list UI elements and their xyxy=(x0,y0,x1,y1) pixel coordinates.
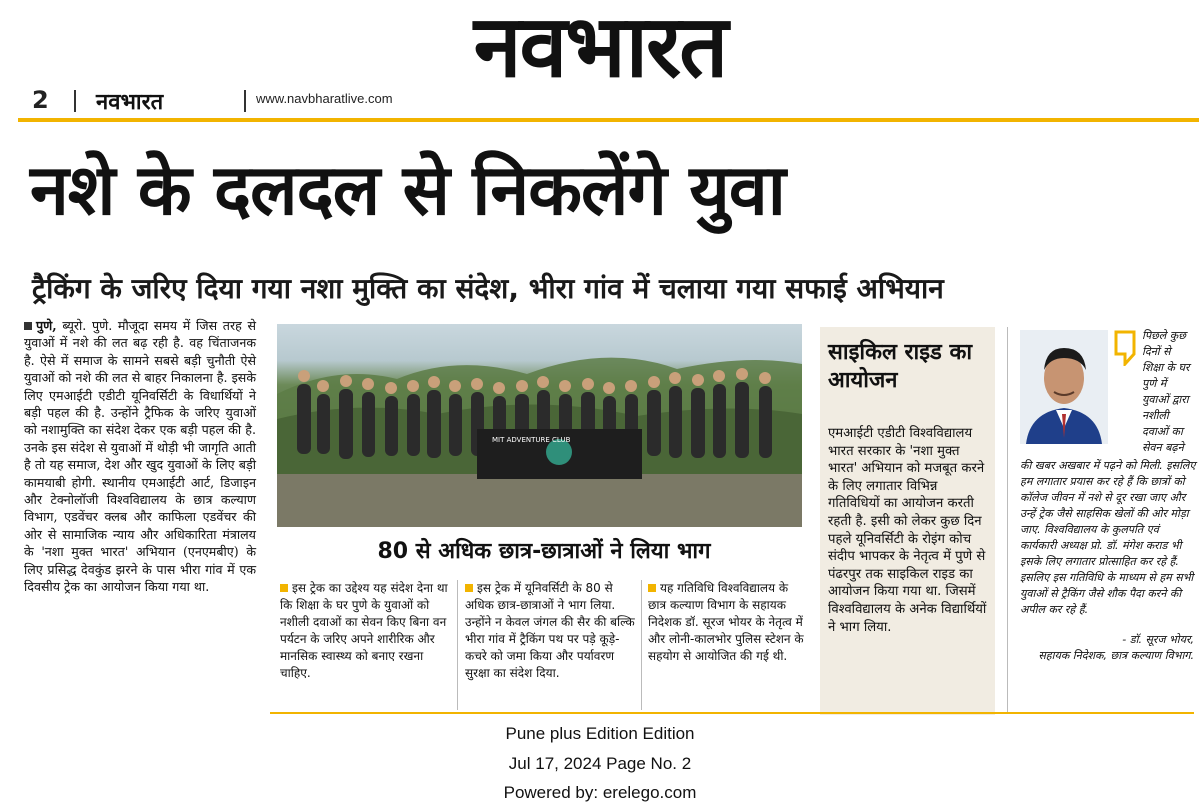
bottom-rule xyxy=(270,712,1194,714)
square-bullet-icon xyxy=(648,584,656,592)
quote-text: की खबर अखबार में पढ़ने को मिली. इसलिए हम लगातार प्रयास कर रहे हैं कि छात्रों को कॉलेज जीवन में नशे से दूर रखा जाए और उन्हें ट्रेक जैसे साहसिक खेलों की ओर मोड़ा जाए. विश्वविद्यालय के कुलपति एवं कार्यकारी अध्यक्ष प्रो. डॉ. मंगेश कराड भी इसके लिए लगातार प्रोत्साहित कर रहे हैं. इसलिए इस गतिविधि के माध्यम से हम सभी युवाओं से ट्रैकिंग जैसे शौक पैदा करने की अपील कर रहे हैं. xyxy=(1020,459,1196,616)
edition-label: Pune plus Edition Edition xyxy=(505,724,695,743)
column-text: इस ट्रेक का उद्देश्य यह संदेश देना था कि शिक्षा के घर पुणे के युवाओं को नशीली दवाओं का सेवन किए बिना वन पर्यटन के जरिए अपने शारीरिक और मानसिक स्वास्थ्य को बनाए रखना चाहिए. xyxy=(280,581,448,680)
lead-text: ब्यूरो. पुणे. मौजूदा समय में जिस तरह से युवाओं में नशे की लत बढ़ रही है. वह चिंताजनक है. ऐसे में समाज के सामने सबसे बड़ी चुनौती ऐसे युवाओं को नशे की लत से बाहर निकालना है. इसके लिए एमआईटी एडीटी यूनिवर्सिटी के विधार्थियों ने बड़ी पहल की है. उन्होंने ट्रैफिक के जरिए युवाओं को नशामुक्ति का संदेश देकर एक बड़ी पहल की है. उनके इस संदेश से युवाओं में थोड़ी भी जागृति आती है तो यह समाज, देश और खुद युवाओं के लिए बड़ी कामयाबी होगी. स्थानीय एमआईटी आर्ट, डिजाइन और टेक्नोलॉजी विश्वविद्यालय के छात्र कल्याण विभाग, एडवेंचर क्लब और काफिला एडवेंचर की ओर से सामाजिक न्याय और अधिकारिता मंत्रालय के 'नशा मुक्त भारत' अभियान (एनएमबीए) के लिए प्रसिद्ध देवकुंड झरने के पास भीरा गांव में एक दिवसीय ट्रेक का आयोजन किया गया था. xyxy=(24,318,256,595)
mini-logo: नवभारत xyxy=(96,90,164,115)
column-text: इस ट्रेक में यूनिवर्सिटी के 80 से अधिक छात्र-छात्राओं ने भाग लिया. उन्होंने न केवल जंगल की सैर की बल्कि भीरा गांव में ट्रैकिंग पथ पर पड़े कूड़े-कचरे को जमा किया और पर्यावरण सुरक्षा का संदेश दिया. xyxy=(465,581,635,680)
divider xyxy=(244,90,246,112)
banner-text: MIT ADVENTURE CLUB xyxy=(492,436,571,444)
group-photo xyxy=(277,324,802,527)
square-bullet-icon xyxy=(465,584,473,592)
dateline: पुणे, xyxy=(36,318,57,333)
column-text: यह गतिविधि विश्वविद्यालय के छात्र कल्याण विभाग के सहायक निदेशक डॉ. सूरज भोयर के नेतृत्व में और लोनी-कालभोर पुलिस स्टेशन के सहयोग से आयोजित की गई थी. xyxy=(648,581,804,663)
article-lead xyxy=(24,317,256,596)
square-bullet-icon xyxy=(24,322,32,330)
article-column xyxy=(465,580,637,682)
quote-author xyxy=(1020,632,1194,664)
column-divider xyxy=(457,580,458,710)
photo-caption: 80 से अधिक छात्र-छात्राओं ने लिया भाग xyxy=(377,539,711,564)
website-url[interactable]: www.navbharatlive.com xyxy=(256,91,393,106)
column-divider xyxy=(641,580,642,710)
sidebar-title: साइकिल राइड का आयोजन xyxy=(828,340,973,393)
quote-text: पिछले कुछ दिनों से शिक्षा के घर पुणे में युवाओं द्वारा नशीली दवाओं का सेवन बढ़ने xyxy=(1142,329,1190,454)
sidebar-text: एमआईटी एडीटी विश्वविद्यालय भारत सरकार के 'नशा मुक्त भारत' अभियान को मजबूत करने के लिए लगातार विभिन्न गतिविधियों का आयोजन करती रहती है. इसी को लेकर कुछ दिन पहले यूनिवर्सिटी के रोइंग कोच संदीप भापकर के नेतृत्व में पुणे से पंढरपुर तक साइकिल राइड का आयोजन किया गया था. जिसमें विश्वविद्यालय के अनेक विद्यार्थियों ने भाग लिया. xyxy=(828,426,987,635)
author-portrait xyxy=(1020,330,1108,444)
square-bullet-icon xyxy=(280,584,288,592)
article-subheadline: ट्रैकिंग के जरिए दिया गया नशा मुक्ति का संदेश, भीरा गांव में चलाया गया सफाई अभियान xyxy=(32,272,944,305)
article-column xyxy=(280,580,452,682)
article-column xyxy=(648,580,808,665)
newspaper-logo: नवभारत xyxy=(473,0,727,97)
header-rule xyxy=(18,118,1199,122)
page-number: 2 xyxy=(32,86,49,114)
quote-mark-icon xyxy=(1114,330,1136,366)
column-divider xyxy=(1007,327,1008,712)
author-name: - डॉ. सूरज भोयर, xyxy=(1122,633,1194,646)
divider xyxy=(74,90,76,112)
article-headline: नशे के दलदल से निकलेंगे युवा xyxy=(30,149,785,231)
powered-by-label[interactable]: Powered by: erelego.com xyxy=(503,783,697,802)
author-title: सहायक निदेशक, छात्र कल्याण विभाग. xyxy=(1038,649,1194,662)
date-page-label: Jul 17, 2024 Page No. 2 xyxy=(508,754,692,773)
